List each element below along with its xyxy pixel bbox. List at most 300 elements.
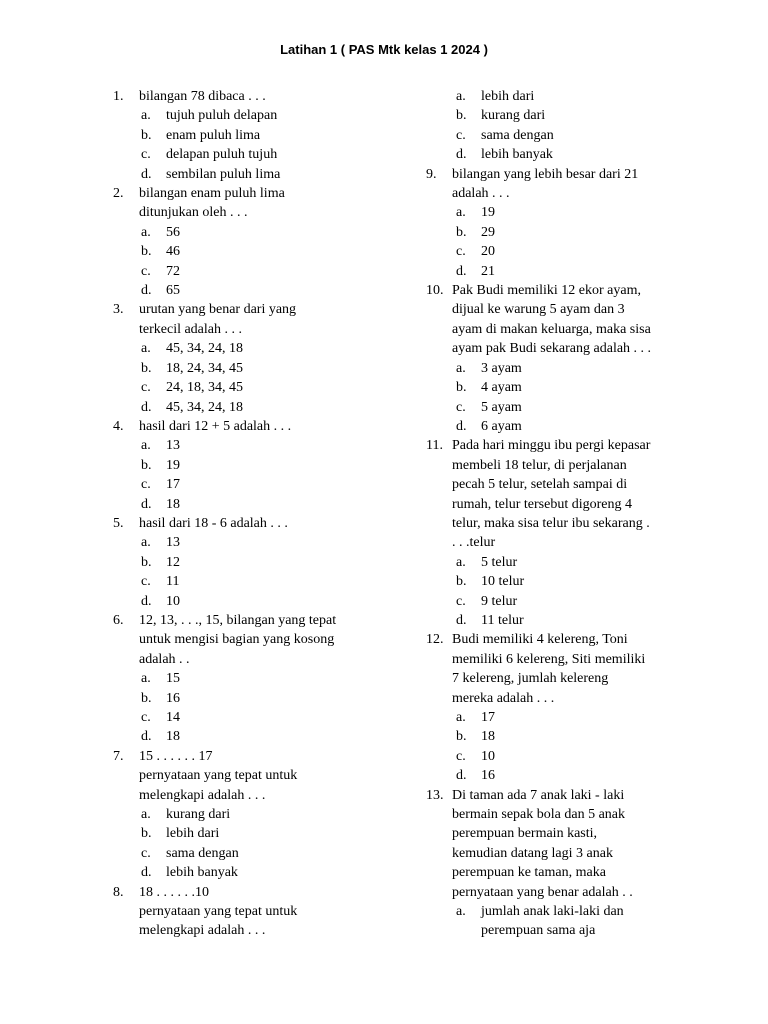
question-text-line: telur, maka sisa telur ibu sekarang . (452, 515, 650, 531)
question-text-line: melengkapi adalah . . . (139, 923, 266, 939)
question-number: 11. (426, 438, 443, 454)
option-text-line: 18, 24, 34, 45 (166, 360, 243, 376)
left-column (113, 87, 373, 941)
option-letter: a. (141, 671, 151, 687)
question-stem (113, 300, 373, 339)
option-text-line: 65 (166, 283, 180, 299)
option-letter: a. (141, 807, 151, 823)
answer-option (113, 242, 373, 261)
option-text-line: lebih dari (481, 89, 535, 104)
page-title: Latihan 1 ( PAS Mtk kelas 1 2024 ) (280, 42, 488, 57)
question-number: 8. (113, 884, 124, 900)
option-letter: b. (456, 108, 467, 124)
option-text (166, 844, 373, 863)
option-text (481, 378, 688, 397)
question-number: 5. (113, 515, 124, 531)
option-letter: c. (141, 147, 151, 163)
answer-option (113, 126, 373, 145)
option-text-line: 24, 18, 34, 45 (166, 380, 243, 396)
option-letter: b. (456, 380, 467, 396)
option-letter: b. (141, 554, 152, 570)
answer-option (426, 87, 688, 106)
option-text-line: 46 (166, 244, 180, 260)
option-text-line: 5 ayam (481, 399, 522, 415)
option-letter: d. (141, 399, 152, 415)
option-letter: a. (456, 89, 466, 104)
answer-option (113, 824, 373, 843)
answer-option (426, 592, 688, 611)
answer-option (113, 863, 373, 882)
question-text-line: Pak Budi memiliki 12 ekor ayam, (452, 283, 641, 299)
option-letter: b. (141, 690, 152, 706)
question-item (426, 87, 688, 165)
answer-option (113, 145, 373, 164)
option-letter: c. (141, 477, 151, 493)
option-text (481, 242, 688, 261)
option-letter: b. (456, 574, 467, 590)
option-letter: a. (141, 341, 151, 357)
answer-option (426, 242, 688, 261)
question-text-line: 12, 13, . . ., 15, bilangan yang tepat (139, 612, 337, 628)
answer-option (426, 572, 688, 591)
option-text (166, 495, 373, 514)
option-text (166, 165, 373, 184)
option-letter: b. (456, 729, 467, 745)
question-item (113, 747, 373, 883)
option-text-line: delapan puluh tujuh (166, 147, 278, 163)
option-letter: d. (456, 147, 467, 163)
question-text-line: terkecil adalah . . . (139, 321, 243, 337)
question-text-line: memiliki 6 kelereng, Siti memiliki (452, 651, 646, 667)
option-text-line: 10 telur (481, 574, 525, 590)
question-stem (426, 786, 688, 902)
option-text (166, 669, 373, 688)
answer-option (113, 281, 373, 300)
question-stem (113, 417, 373, 436)
option-text (481, 747, 688, 766)
question-number: 9. (426, 166, 437, 182)
answer-option (113, 262, 373, 281)
option-letter: b. (141, 127, 152, 143)
answer-option (113, 689, 373, 708)
answer-options (113, 436, 373, 514)
option-text-line: kurang dari (481, 108, 546, 124)
option-text-line: 10 (166, 593, 180, 609)
option-text (166, 708, 373, 727)
option-text-line: 17 (166, 477, 180, 493)
option-text-line: 45, 34, 24, 18 (166, 399, 243, 415)
option-letter: c. (141, 845, 151, 861)
option-text (166, 436, 373, 455)
right-column (426, 87, 688, 941)
question-text (452, 630, 688, 708)
question-text-line: bilangan yang lebih besar dari 21 (452, 166, 639, 182)
option-text-line: 6 ayam (481, 418, 522, 434)
question-text (452, 436, 688, 552)
answer-option (426, 766, 688, 785)
question-stem (113, 611, 373, 669)
question-text-line: untuk mengisi bagian yang kosong (139, 632, 335, 648)
answer-option (113, 165, 373, 184)
question-text-line: bilangan enam puluh lima (139, 186, 285, 202)
question-number: 2. (113, 186, 124, 202)
question-text-line: pernyataan yang tepat untuk (139, 904, 298, 920)
answer-option (426, 902, 688, 941)
question-text-line: mereka adalah . . . (452, 690, 555, 706)
question-text (139, 611, 373, 669)
question-text-line: Pada hari minggu ibu pergi kepasar (452, 438, 651, 454)
question-stem (426, 630, 688, 708)
question-text-line: perempuan bermain kasti, (452, 826, 598, 842)
option-text (166, 398, 373, 417)
question-text-line: membeli 18 telur, di perjalanan (452, 457, 627, 473)
question-text-line: hasil dari 18 - 6 adalah . . . (139, 515, 288, 531)
answer-option (426, 126, 688, 145)
option-text (166, 106, 373, 125)
question-item (113, 883, 373, 941)
answer-option (426, 203, 688, 222)
option-text-line: 16 (481, 768, 495, 784)
question-item (113, 514, 373, 611)
option-letter: d. (456, 612, 467, 628)
option-letter: c. (141, 380, 151, 396)
option-text-line: 10 (481, 748, 495, 764)
answer-option (426, 262, 688, 281)
option-text (166, 456, 373, 475)
answer-option (113, 669, 373, 688)
answer-option (113, 378, 373, 397)
question-text-line: ayam di makan keluarga, maka sisa (452, 321, 651, 337)
question-text (452, 281, 688, 359)
option-text (481, 572, 688, 591)
answer-option (113, 708, 373, 727)
answer-option (113, 475, 373, 494)
option-text (481, 417, 688, 436)
option-text-line: 3 ayam (481, 360, 522, 376)
answer-option (426, 553, 688, 572)
question-item (426, 786, 688, 941)
question-item (426, 281, 688, 436)
option-text (481, 262, 688, 281)
answer-option (113, 592, 373, 611)
option-letter: d. (141, 166, 152, 182)
option-letter: a. (456, 710, 466, 725)
option-text (166, 553, 373, 572)
question-stem (113, 514, 373, 533)
answer-options (426, 203, 688, 281)
option-letter: b. (456, 224, 467, 240)
question-item (426, 165, 688, 281)
option-text (481, 145, 688, 164)
question-number: 7. (113, 748, 124, 764)
question-item (426, 630, 688, 785)
option-text-line: 17 (481, 710, 495, 725)
answer-option (426, 106, 688, 125)
option-text-line: 11 telur (481, 612, 524, 628)
question-text-line: hasil dari 12 + 5 adalah . . . (139, 418, 292, 434)
question-item (113, 611, 373, 747)
question-stem (113, 184, 373, 223)
question-text (139, 417, 373, 436)
question-item (113, 87, 373, 184)
option-text-line: lebih dari (166, 826, 220, 842)
option-text (166, 242, 373, 261)
question-text-line: bermain sepak bola dan 5 anak (452, 807, 625, 823)
question-text-line: pernyataan yang benar adalah . . (452, 884, 633, 900)
answer-options (426, 708, 688, 786)
answer-option (113, 398, 373, 417)
option-letter: b. (141, 244, 152, 260)
answer-options (113, 223, 373, 301)
question-text-line: ayam pak Budi sekarang adalah . . . (452, 341, 652, 357)
question-stem (113, 87, 373, 106)
answer-option (426, 145, 688, 164)
option-text (481, 87, 688, 106)
option-text-line: 19 (166, 457, 180, 473)
option-text (166, 359, 373, 378)
option-text (481, 223, 688, 242)
answer-options (113, 669, 373, 747)
option-letter: a. (456, 554, 466, 570)
option-text (166, 126, 373, 145)
option-text-line: perempuan sama aja (481, 923, 596, 939)
question-text-line: . . .telur (452, 535, 496, 551)
option-text (481, 592, 688, 611)
option-letter: b. (141, 360, 152, 376)
option-letter: a. (141, 224, 151, 240)
option-text (166, 475, 373, 494)
answer-option (426, 398, 688, 417)
option-text-line: lebih banyak (166, 865, 238, 881)
option-letter: a. (456, 360, 466, 376)
option-text-line: 56 (166, 224, 180, 240)
option-letter: d. (141, 593, 152, 609)
answer-option (113, 844, 373, 863)
answer-option (113, 436, 373, 455)
option-text-line: sama dengan (481, 127, 554, 143)
answer-option (426, 417, 688, 436)
question-text-line: 15 . . . . . . 17 (139, 748, 213, 764)
answer-option (113, 572, 373, 591)
question-text (139, 514, 373, 533)
option-text-line: jumlah anak laki-laki dan (481, 904, 624, 920)
question-text-line: Budi memiliki 4 kelereng, Toni (452, 632, 628, 648)
option-text (481, 359, 688, 378)
answer-option (113, 339, 373, 358)
question-number: 4. (113, 418, 124, 434)
answer-option (113, 495, 373, 514)
option-text (481, 203, 688, 222)
option-text (166, 262, 373, 281)
option-text-line: enam puluh lima (166, 127, 261, 143)
question-text-line: bilangan 78 dibaca . . . (139, 89, 266, 104)
answer-option (426, 727, 688, 746)
option-letter: c. (456, 399, 466, 415)
option-text-line: 12 (166, 554, 180, 570)
answer-option (113, 805, 373, 824)
option-text-line: 29 (481, 224, 495, 240)
question-number: 12. (426, 632, 444, 648)
option-text (166, 824, 373, 843)
option-text-line: 72 (166, 263, 180, 279)
answer-option (426, 223, 688, 242)
option-text-line: 4 ayam (481, 380, 522, 396)
option-text-line: 15 (166, 671, 180, 687)
question-item (426, 436, 688, 630)
option-text (481, 611, 688, 630)
answer-option (426, 708, 688, 727)
option-letter: c. (141, 263, 151, 279)
option-text (166, 863, 373, 882)
question-item (113, 417, 373, 514)
option-text-line: 45, 34, 24, 18 (166, 341, 243, 357)
option-text (481, 398, 688, 417)
option-letter: a. (141, 108, 151, 124)
option-text-line: kurang dari (166, 807, 231, 823)
option-letter: a. (456, 205, 466, 221)
option-text-line: 9 telur (481, 593, 518, 609)
question-text-line: pecah 5 telur, setelah sampai di (452, 477, 628, 493)
option-letter: d. (456, 418, 467, 434)
option-text (166, 727, 373, 746)
option-letter: c. (141, 574, 151, 590)
answer-option (113, 727, 373, 746)
option-text-line: 21 (481, 263, 495, 279)
option-letter: c. (456, 127, 466, 143)
option-letter: b. (141, 826, 152, 842)
answer-options (426, 359, 688, 437)
option-letter: c. (456, 748, 466, 764)
option-letter: c. (456, 593, 466, 609)
option-text (166, 145, 373, 164)
question-stem (113, 883, 373, 941)
question-text-line: adalah . . . (452, 186, 510, 202)
option-text (166, 339, 373, 358)
question-text-line: urutan yang benar dari yang (139, 302, 297, 318)
option-text-line: 18 (166, 496, 180, 512)
option-text-line: 14 (166, 710, 180, 725)
question-text-line: ditunjukan oleh . . . (139, 205, 248, 221)
option-letter: a. (456, 904, 466, 920)
question-text-line: 7 kelereng, jumlah kelereng (452, 671, 609, 687)
option-text (166, 281, 373, 300)
question-number: 6. (113, 612, 124, 628)
option-text-line: 20 (481, 244, 495, 260)
option-letter: b. (141, 457, 152, 473)
question-text (139, 87, 373, 106)
option-letter: c. (456, 244, 466, 260)
question-text-line: perempuan ke taman, maka (452, 865, 606, 881)
answer-option (113, 553, 373, 572)
question-text (139, 747, 373, 805)
question-text-line: Di taman ada 7 anak laki - laki (452, 787, 625, 803)
question-number: 13. (426, 787, 444, 803)
option-letter: d. (456, 768, 467, 784)
option-text (481, 902, 688, 941)
option-text-line: 16 (166, 690, 180, 706)
question-stem (426, 281, 688, 359)
answer-options (113, 805, 373, 883)
option-text (481, 727, 688, 746)
answer-options (113, 339, 373, 417)
question-text-line: kemudian datang lagi 3 anak (452, 845, 613, 861)
question-text-line: rumah, telur tersebut digoreng 4 (452, 496, 633, 512)
option-text (481, 553, 688, 572)
option-text (481, 126, 688, 145)
option-text (166, 223, 373, 242)
question-text-line: dijual ke warung 5 ayam dan 3 (452, 302, 625, 318)
question-number: 1. (113, 89, 124, 104)
question-number: 3. (113, 302, 124, 318)
option-text-line: 18 (166, 729, 180, 745)
question-text-line: pernyataan yang tepat untuk (139, 768, 298, 784)
option-text (166, 805, 373, 824)
option-text (166, 533, 373, 552)
question-text (452, 786, 688, 902)
answer-option (426, 747, 688, 766)
option-text-line: 13 (166, 438, 180, 454)
answer-options (426, 902, 688, 941)
option-letter: d. (456, 263, 467, 279)
question-item (113, 184, 373, 300)
question-text (139, 184, 373, 223)
answer-option (113, 533, 373, 552)
option-letter: a. (141, 535, 151, 551)
option-text-line: 11 (166, 574, 180, 590)
option-text (481, 766, 688, 785)
option-text (166, 592, 373, 611)
question-item (113, 300, 373, 416)
option-text-line: sembilan puluh lima (166, 166, 281, 182)
question-text-line: melengkapi adalah . . . (139, 787, 266, 803)
answer-option (113, 106, 373, 125)
option-text-line: lebih banyak (481, 147, 553, 163)
option-text (166, 572, 373, 591)
option-text-line: sama dengan (166, 845, 239, 861)
answer-option (426, 378, 688, 397)
answer-options (426, 87, 688, 165)
answer-options (113, 106, 373, 184)
option-letter: d. (141, 496, 152, 512)
answer-option (426, 611, 688, 630)
option-text-line: 5 telur (481, 554, 518, 570)
option-letter: d. (141, 729, 152, 745)
option-text-line: 18 (481, 729, 495, 745)
option-text (481, 106, 688, 125)
question-stem (426, 165, 688, 204)
option-text (166, 689, 373, 708)
question-text (139, 300, 373, 339)
option-letter: d. (141, 865, 152, 881)
answer-option (426, 359, 688, 378)
answer-option (113, 456, 373, 475)
answer-option (113, 359, 373, 378)
option-letter: a. (141, 438, 151, 454)
answer-options (113, 533, 373, 611)
option-text (481, 708, 688, 727)
answer-options (426, 553, 688, 631)
question-number: 10. (426, 283, 444, 299)
question-stem (426, 436, 688, 552)
question-text-line: 18 . . . . . .10 (139, 884, 209, 900)
option-letter: d. (141, 283, 152, 299)
question-text-line: adalah . . (139, 651, 190, 667)
option-text (166, 378, 373, 397)
option-text-line: tujuh puluh delapan (166, 108, 278, 124)
option-letter: c. (141, 710, 151, 725)
answer-option (113, 223, 373, 242)
question-text (139, 883, 373, 941)
